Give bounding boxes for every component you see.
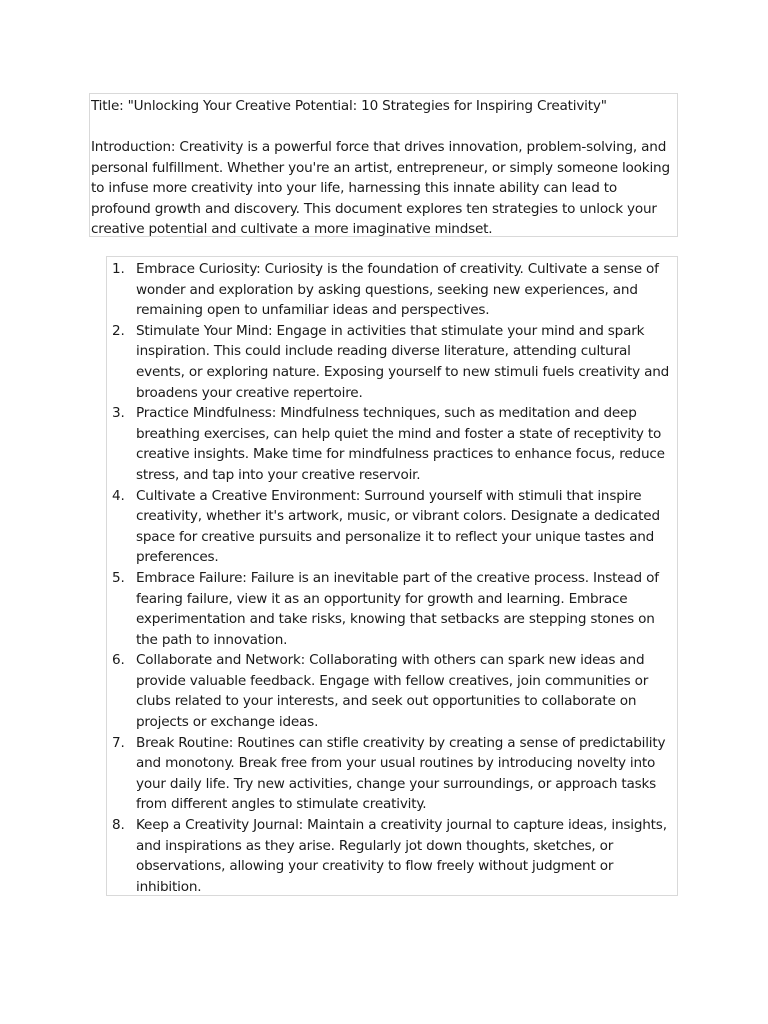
strategies-list (107, 259, 677, 897)
list-item-text: Stimulate Your Mind: Engage in activities that stimulate your mind and spark inspiration. This could include reading diverse literature, attending cultural events, or exploring nature. Exposing yourself to new stimuli fuels creativity and broadens your creative repertoire. (136, 322, 670, 401)
list-item (107, 650, 677, 732)
list-item-text: Break Routine: Routines can stifle creativity by creating a sense of predictability and monotony. Break free from your usual routines by introducing novelty into your daily life. Try new activities, change your surroundings, or approach tasks from different angles to stimulate creativity. (136, 734, 666, 813)
intro-section (89, 93, 678, 237)
list-item (107, 568, 677, 650)
list-item-text: Keep a Creativity Journal: Maintain a creativity journal to capture ideas, insights, and inspirations as they arise. Regularly jot down thoughts, sketches, or observations, allowing your creativity to flow freely without judgment or inhibition. (136, 817, 667, 895)
introduction-paragraph: Introduction: Creativity is a powerful force that drives innovation, problem-solving, and personal fulfillment. Whether you're an artist, entrepreneur, or simply someone looking to infuse more creativity into your life, harnessing this innate ability can lead to profound growth and discovery. This document explores ten strategies to unlock your creative potential and cultivate a more imaginative mindset. (91, 139, 670, 237)
list-item (107, 403, 677, 485)
list-item-number: 5. (112, 569, 125, 586)
list-item-number: 8. (112, 817, 125, 834)
list-item (107, 815, 677, 897)
document-title: Title: "Unlocking Your Creative Potential: 10 Strategies for Inspiring Creativity" (91, 98, 607, 114)
list-item-number: 7. (112, 734, 125, 751)
list-item-text: Cultivate a Creative Environment: Surround yourself with stimuli that inspire creativity, whether it's artwork, music, or vibrant colors. Designate a dedicated space for creative pursuits and personalize it to reflect your unique tastes and preferences. (136, 487, 660, 566)
list-item (107, 259, 677, 321)
list-item-number: 6. (112, 652, 125, 669)
list-item-number: 4. (112, 487, 125, 504)
strategies-section (106, 256, 678, 896)
list-item-text: Collaborate and Network: Collaborating with others can spark new ideas and provide valuable feedback. Engage with fellow creatives, join communities or clubs related to your interests, and seek out opportunities to collaborate on projects or exchange ideas. (136, 652, 649, 731)
list-item-text: Embrace Failure: Failure is an inevitable part of the creative process. Instead of fearing failure, view it as an opportunity for growth and learning. Embrace experimentation and take risks, knowing that setbacks are stepping stones on the path to innovation. (136, 569, 659, 648)
list-item-number: 2. (112, 322, 125, 339)
list-item-number: 3. (112, 405, 125, 422)
list-item (107, 733, 677, 815)
list-item-number: 1. (112, 261, 125, 277)
list-item (107, 486, 677, 568)
list-item-text: Embrace Curiosity: Curiosity is the foundation of creativity. Cultivate a sense of wonder and exploration by asking questions, seeking new experiences, and remaining open to unfamiliar ideas and perspectives. (136, 261, 659, 319)
list-item (107, 321, 677, 403)
list-item-text: Practice Mindfulness: Mindfulness techniques, such as meditation and deep breathing exercises, can help quiet the mind and foster a state of receptivity to creative insights. Make time for mindfulness practices to enhance focus, reduce stress, and tap into your creative reservoir. (136, 405, 665, 483)
